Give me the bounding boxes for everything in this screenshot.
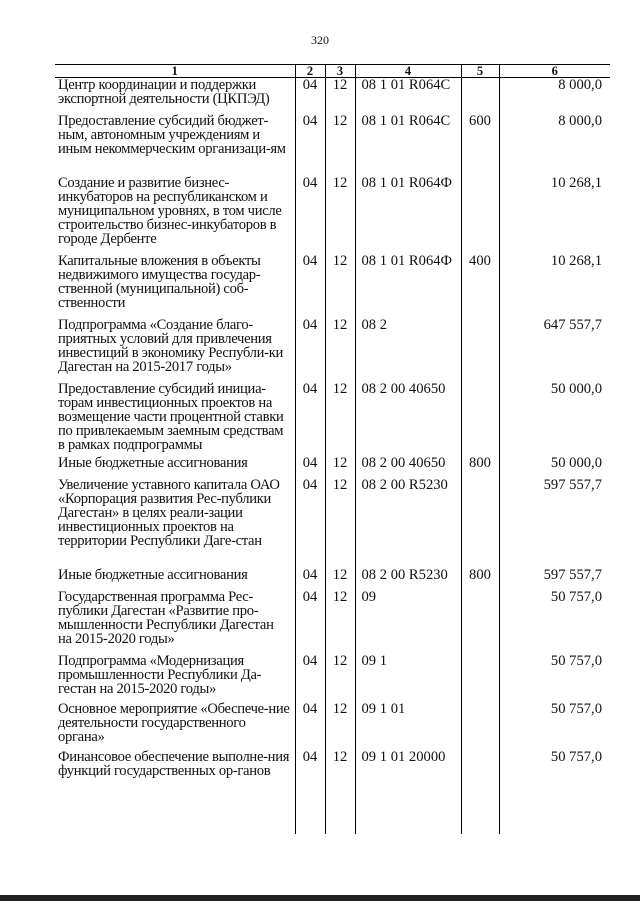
row-target-code: 08 2 00 40650 [355,382,461,456]
table-row [55,702,610,750]
row-amount: 10 268,1 [499,254,610,318]
row-expense-type [461,654,499,702]
row-name: Подпрограмма «Модернизация промышленности Республики Да-гестан на 2015-2020 годы» [55,654,295,702]
row-section: 04 [295,254,325,318]
table-row [55,176,610,254]
row-subsection: 12 [325,254,355,318]
row-subsection: 12 [325,568,355,590]
table-row [55,114,610,176]
row-amount: 10 268,1 [499,176,610,254]
row-name: Предоставление субсидий бюджет-ным, автономным учреждениям и иным некоммерческим организаци-ям [55,114,295,176]
row-amount: 50 757,0 [499,750,610,798]
row-target-code: 08 1 01 R064Ф [355,254,461,318]
row-target-code: 09 1 01 20000 [355,750,461,798]
scan-bottom-edge [0,895,640,901]
table-row [55,78,610,115]
row-subsection: 12 [325,382,355,456]
row-expense-type: 800 [461,456,499,478]
row-expense-type [461,750,499,798]
filler-cell [55,798,295,834]
row-expense-type [461,176,499,254]
filler-cell [325,798,355,834]
row-name: Иные бюджетные ассигнования [55,456,295,478]
table-filler-row [55,798,610,834]
row-subsection: 12 [325,702,355,750]
row-name: Создание и развитие бизнес-инкубаторов на республиканском и муниципальном уровнях, в том числе строительство бизнес-инкубаторов в городе Дербенте [55,176,295,254]
table-row [55,254,610,318]
row-section: 04 [295,702,325,750]
row-section: 04 [295,478,325,568]
row-target-code: 08 1 01 R064C [355,114,461,176]
row-subsection: 12 [325,654,355,702]
row-target-code: 08 2 00 40650 [355,456,461,478]
row-section: 04 [295,78,325,115]
row-amount: 50 000,0 [499,382,610,456]
table-row [55,750,610,798]
filler-cell [295,798,325,834]
row-name: Центр координации и поддержки экспортной деятельности (ЦКПЭД) [55,78,295,115]
row-section: 04 [295,750,325,798]
budget-table [55,64,610,834]
row-name: Финансовое обеспечение выполне-ния функций государственных ор-ганов [55,750,295,798]
row-target-code: 08 1 01 R064Ф [355,176,461,254]
row-name: Основное мероприятие «Обеспече-ние деятельности государственного органа» [55,702,295,750]
row-subsection: 12 [325,78,355,115]
row-expense-type [461,382,499,456]
row-amount: 8 000,0 [499,114,610,176]
row-section: 04 [295,318,325,382]
row-amount: 8 000,0 [499,78,610,115]
row-target-code: 09 1 01 [355,702,461,750]
row-section: 04 [295,114,325,176]
header-col-1: 1 [55,65,295,78]
filler-cell [461,798,499,834]
row-name: Предоставление субсидий инициа-торам инвестиционных проектов на возмещение части процентной ставки по привлекаемым заемным средствам в рамках подпрограммы [55,382,295,456]
header-col-4: 4 [355,65,461,78]
row-section: 04 [295,568,325,590]
row-section: 04 [295,590,325,654]
row-amount: 597 557,7 [499,568,610,590]
table-row [55,568,610,590]
row-name: Подпрограмма «Создание благо-приятных условий для привлечения инвестиций в экономику Республи-ки Дагестан на 2015-2017 годы» [55,318,295,382]
table-row [55,478,610,568]
header-col-5: 5 [461,65,499,78]
row-name: Капитальные вложения в объекты недвижимого имущества государ-ственной (муниципальной) соб-ственности [55,254,295,318]
table-body [55,78,610,835]
row-expense-type: 400 [461,254,499,318]
header-col-2: 2 [295,65,325,78]
table-row [55,382,610,456]
row-target-code: 09 [355,590,461,654]
header-col-6: 6 [499,65,610,78]
row-target-code: 08 2 [355,318,461,382]
row-section: 04 [295,382,325,456]
filler-cell [355,798,461,834]
row-name: Государственная программа Рес-публики Дагестан «Развитие про-мышленности Республики Дагестан на 2015-2020 годы» [55,590,295,654]
row-name: Увеличение уставного капитала ОАО «Корпорация развития Рес-публики Дагестан» в целях реали-зации инвестиционных проектов на территории Республики Даге-стан [55,478,295,568]
filler-cell [499,798,610,834]
row-subsection: 12 [325,478,355,568]
row-amount: 647 557,7 [499,318,610,382]
table-row [55,590,610,654]
row-subsection: 12 [325,318,355,382]
row-section: 04 [295,654,325,702]
row-amount: 50 757,0 [499,590,610,654]
page-number: 320 [311,33,329,47]
row-subsection: 12 [325,176,355,254]
row-expense-type [461,78,499,115]
table-row [55,456,610,478]
table-row [55,318,610,382]
table-header-row [55,65,610,78]
row-target-code: 08 2 00 R5230 [355,478,461,568]
row-section: 04 [295,176,325,254]
row-section: 04 [295,456,325,478]
row-expense-type: 600 [461,114,499,176]
row-expense-type [461,478,499,568]
row-amount: 50 757,0 [499,702,610,750]
row-subsection: 12 [325,750,355,798]
row-expense-type [461,318,499,382]
table-row [55,654,610,702]
row-target-code: 08 1 01 R064C [355,78,461,115]
row-subsection: 12 [325,456,355,478]
row-name: Иные бюджетные ассигнования [55,568,295,590]
row-subsection: 12 [325,114,355,176]
row-subsection: 12 [325,590,355,654]
row-expense-type [461,590,499,654]
row-amount: 50 000,0 [499,456,610,478]
row-amount: 50 757,0 [499,654,610,702]
row-expense-type [461,702,499,750]
header-col-3: 3 [325,65,355,78]
row-target-code: 08 2 00 R5230 [355,568,461,590]
row-amount: 597 557,7 [499,478,610,568]
row-expense-type: 800 [461,568,499,590]
row-target-code: 09 1 [355,654,461,702]
